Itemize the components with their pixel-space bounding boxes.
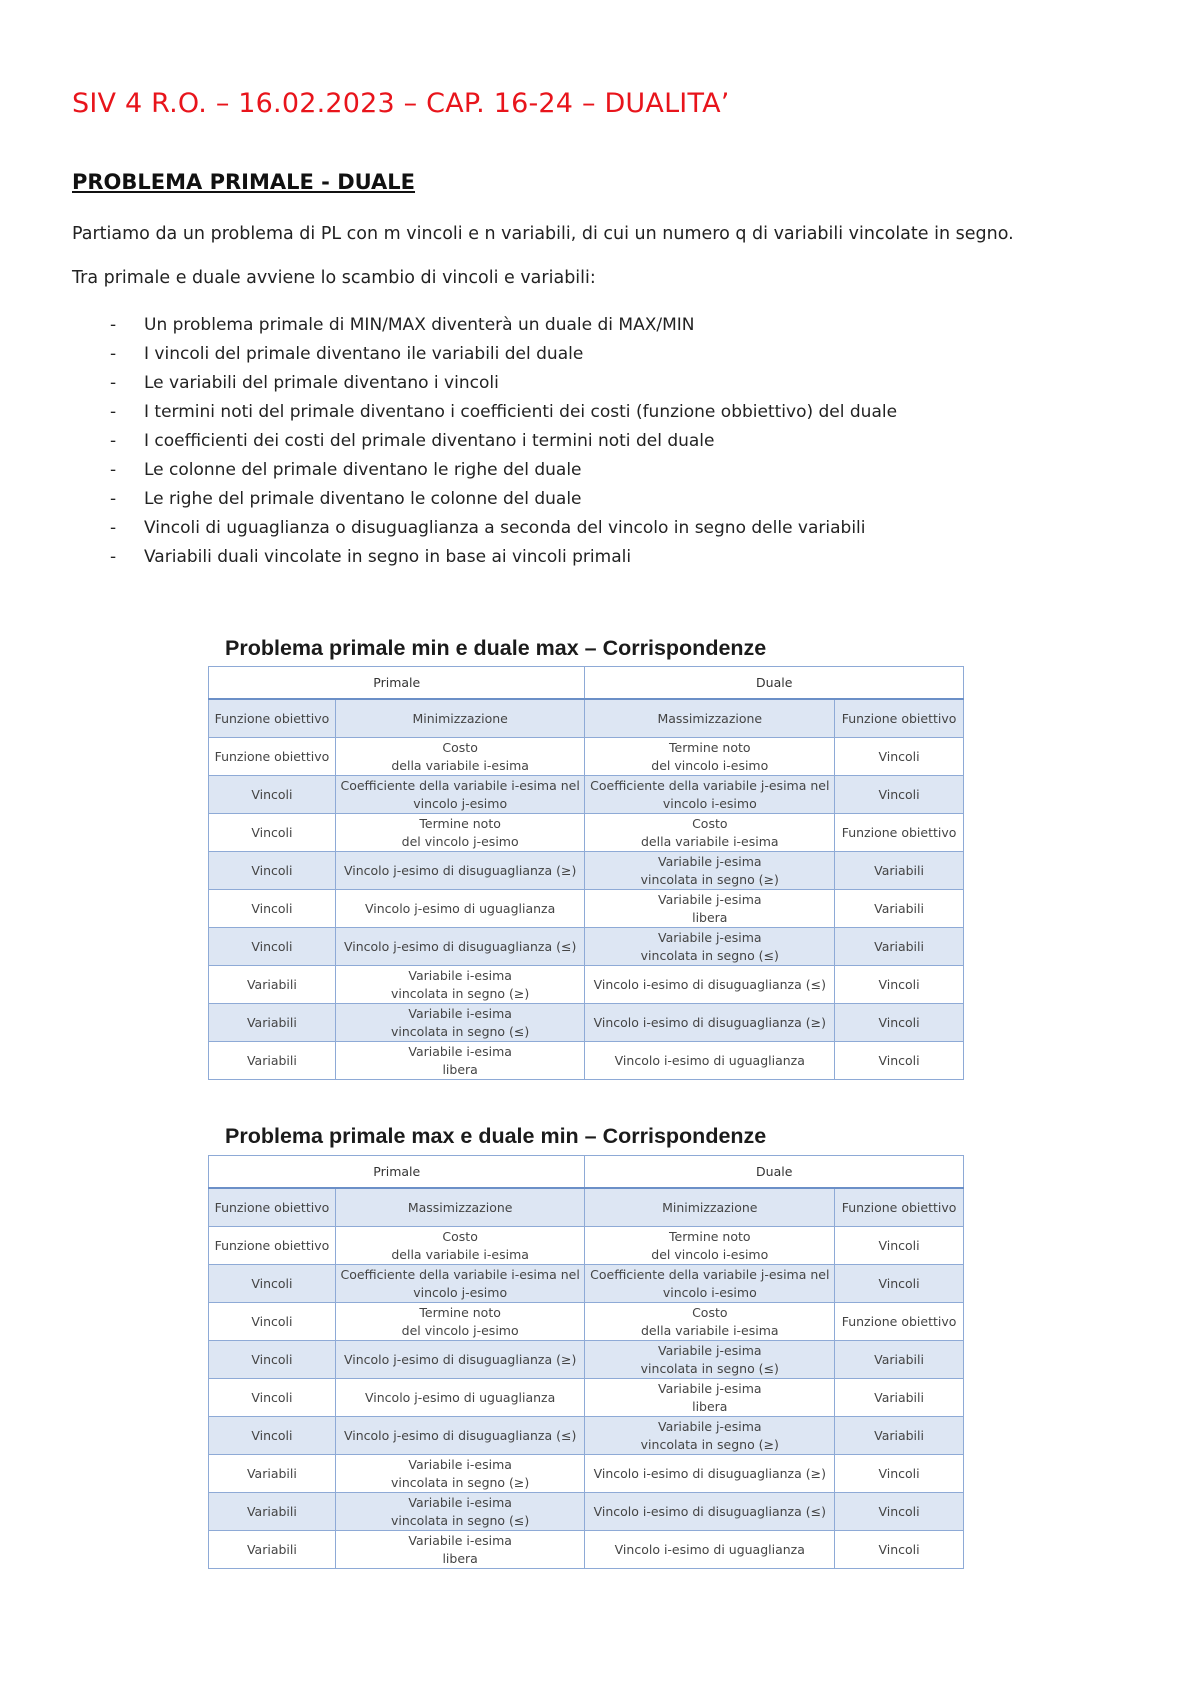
table-cell [209, 1303, 336, 1341]
cell-text: Variabili [874, 938, 924, 954]
table-cell [209, 1455, 336, 1493]
cell-text: Vincoli [878, 1014, 920, 1030]
cell-text: Termine noto [669, 739, 751, 755]
bullet-dash: - [110, 315, 117, 335]
cell-text: della variabile i-esima [391, 757, 529, 773]
cell-text: Variabili [246, 976, 297, 992]
cell-text: Funzione obiettivo [214, 1237, 330, 1253]
cell-text: della variabile i-esima [391, 1246, 529, 1262]
bullet-item [72, 369, 897, 398]
table-cell [585, 1004, 835, 1042]
cell-text: vincolata in segno (≤) [391, 1023, 530, 1039]
bullet-text: I coefficienti dei costi del primale diventano i termini noti del duale [144, 431, 715, 451]
bullet-item [72, 398, 897, 427]
table-cell [209, 928, 336, 966]
table-row [209, 1004, 964, 1042]
cell-text: Vincolo j-esimo di disuguaglianza (≥) [343, 1351, 577, 1367]
table-cell [209, 738, 336, 776]
bullet-dash: - [110, 431, 117, 451]
cell-text: Vincoli [878, 1465, 920, 1481]
table-cell [835, 1303, 964, 1341]
table-cell [835, 890, 964, 928]
exchange-paragraph: Tra primale e duale avviene lo scambio di vincoli e variabili: [72, 268, 596, 288]
cell-text: Vincoli [878, 1052, 920, 1068]
cell-text: Variabile i-esima [408, 1456, 512, 1472]
table-cell [585, 1379, 835, 1417]
table-cell [209, 1188, 336, 1227]
bullet-dash: - [110, 518, 117, 538]
cell-text: Variabile i-esima [408, 1043, 512, 1059]
table-cell [209, 1341, 336, 1379]
table-cell [209, 966, 336, 1004]
table-cell [335, 1265, 585, 1303]
table-cell [585, 1042, 835, 1080]
table-cell [335, 1303, 585, 1341]
cell-text: Vincoli [878, 976, 920, 992]
table-cell [335, 1341, 585, 1379]
cell-text: Variabili [874, 900, 924, 916]
cell-text: Funzione obiettivo [214, 748, 330, 764]
header-primale: Primale [209, 1156, 585, 1189]
table-cell [335, 1493, 585, 1531]
cell-text: Variabili [246, 1503, 297, 1519]
bullet-text: I termini noti del primale diventano i coefficienti dei costi (funzione obbiettivo) del duale [144, 402, 898, 422]
cell-text: Vincoli [251, 900, 293, 916]
bullet-dash: - [110, 344, 117, 364]
table-row [209, 1493, 964, 1531]
table-cell [585, 1455, 835, 1493]
table-cell [585, 738, 835, 776]
cell-text: Funzione obiettivo [214, 710, 330, 726]
table-cell [585, 814, 835, 852]
table-row [209, 1417, 964, 1455]
table-cell [335, 699, 585, 738]
table-cell [835, 1227, 964, 1265]
table-cell [335, 1042, 585, 1080]
table-cell [335, 776, 585, 814]
table-cell [335, 890, 585, 928]
table-cell [585, 1531, 835, 1569]
table-cell [835, 1341, 964, 1379]
cell-text: Variabili [246, 1014, 297, 1030]
table-cell [585, 1227, 835, 1265]
table-cell [335, 1531, 585, 1569]
table-cell [209, 852, 336, 890]
cell-text: Vincolo i-esimo di disuguaglianza (≤) [593, 1503, 826, 1519]
table-cell [335, 814, 585, 852]
cell-text: libera [442, 1061, 478, 1077]
cell-text: del vincolo j-esimo [401, 833, 519, 849]
table-cell [209, 890, 336, 928]
table-cell [335, 852, 585, 890]
cell-text: Variabili [874, 862, 924, 878]
table-row [209, 699, 964, 738]
cell-text: Vincolo i-esimo di uguaglianza [614, 1541, 805, 1557]
table-cell [335, 1227, 585, 1265]
bullet-item [72, 456, 897, 485]
cell-text: Vincoli [251, 1427, 293, 1443]
cell-text: Coefficiente della variabile i-esima nel [340, 1266, 580, 1282]
header-duale: Duale [585, 1156, 964, 1189]
cell-text: della variabile i-esima [641, 1322, 779, 1338]
table-row [209, 1341, 964, 1379]
table-cell [835, 1493, 964, 1531]
bullet-text: Vincoli di uguaglianza o disuguaglianza a seconda del vincolo in segno delle variabili [144, 518, 866, 538]
cell-text: Vincolo i-esimo di uguaglianza [614, 1052, 805, 1068]
table-cell [585, 1303, 835, 1341]
table-cell [835, 814, 964, 852]
table-cell [209, 1417, 336, 1455]
table-row [209, 1303, 964, 1341]
cell-text: Variabili [874, 1351, 924, 1367]
table-cell [209, 776, 336, 814]
cell-text: Vincolo j-esimo di uguaglianza [365, 1389, 556, 1405]
table-cell [335, 1455, 585, 1493]
table-cell [835, 776, 964, 814]
cell-text: libera [442, 1550, 478, 1566]
cell-text: Vincoli [251, 1275, 293, 1291]
cell-text: Funzione obiettivo [841, 824, 957, 840]
bullet-dash: - [110, 547, 117, 567]
bullet-item [72, 340, 897, 369]
table-cell [585, 1265, 835, 1303]
cell-text: Funzione obiettivo [841, 1199, 957, 1215]
table-cell [835, 1417, 964, 1455]
cell-text: Vincoli [251, 824, 293, 840]
table-cell [585, 776, 835, 814]
cell-text: Vincolo j-esimo di disuguaglianza (≥) [343, 862, 577, 878]
page-title: SIV 4 R.O. – 16.02.2023 – CAP. 16-24 – DUALITA’ [72, 88, 730, 119]
bullet-text: Un problema primale di MIN/MAX diventerà un duale di MAX/MIN [144, 315, 695, 335]
section-heading: PROBLEMA PRIMALE - DUALE [72, 170, 416, 194]
cell-text: Massimizzazione [407, 1199, 513, 1215]
cell-text: Variabile j-esima [658, 1380, 762, 1396]
cell-text: Variabile i-esima [408, 1532, 512, 1548]
table-cell [835, 699, 964, 738]
intro-paragraph: Partiamo da un problema di PL con m vincoli e n variabili, di cui un numero q di variabili vincolate in segno. [72, 224, 1014, 244]
cell-text: Minimizzazione [412, 710, 508, 726]
cell-text: Funzione obiettivo [841, 710, 957, 726]
bullet-item [72, 485, 897, 514]
cell-text: Vincoli [251, 786, 293, 802]
table-row [209, 1227, 964, 1265]
bullet-dash: - [110, 402, 117, 422]
table-header-row [209, 667, 964, 700]
table-cell [209, 1004, 336, 1042]
table-cell [335, 1188, 585, 1227]
cell-text: Vincoli [878, 1541, 920, 1557]
cell-text: Massimizzazione [657, 710, 763, 726]
cell-text: della variabile i-esima [641, 833, 779, 849]
cell-text: vincolo j-esimo [413, 795, 508, 811]
bullet-dash: - [110, 489, 117, 509]
table-cell [209, 699, 336, 738]
table-cell [209, 1493, 336, 1531]
table-row [209, 966, 964, 1004]
table-cell [835, 1004, 964, 1042]
cell-text: Funzione obiettivo [841, 1313, 957, 1329]
cell-text: Variabili [874, 1389, 924, 1405]
cell-text: Vincoli [878, 1275, 920, 1291]
table-row [209, 1531, 964, 1569]
correspondence-table-max-min [208, 1155, 964, 1569]
cell-text: Vincoli [251, 1389, 293, 1405]
header-duale: Duale [585, 667, 964, 700]
cell-text: Variabile i-esima [408, 967, 512, 983]
table-header-row [209, 1156, 964, 1189]
cell-text: Costo [692, 815, 728, 831]
table-cell [835, 1379, 964, 1417]
header-primale: Primale [209, 667, 585, 700]
table-cell [835, 966, 964, 1004]
cell-text: Variabile i-esima [408, 1494, 512, 1510]
cell-text: Vincoli [251, 1313, 293, 1329]
table-cell [335, 966, 585, 1004]
cell-text: del vincolo i-esimo [651, 757, 769, 773]
cell-text: Vincoli [878, 1237, 920, 1253]
table-cell [585, 890, 835, 928]
cell-text: Vincoli [251, 862, 293, 878]
cell-text: Minimizzazione [662, 1199, 758, 1215]
table-cell [209, 1379, 336, 1417]
table-cell [209, 1531, 336, 1569]
cell-text: Vincolo j-esimo di disuguaglianza (≤) [343, 1427, 577, 1443]
cell-text: Variabili [246, 1465, 297, 1481]
table-row [209, 1379, 964, 1417]
cell-text: Coefficiente della variabile j-esima nel [590, 1266, 830, 1282]
table-cell [585, 966, 835, 1004]
bullet-text: Le righe del primale diventano le colonne del duale [144, 489, 582, 509]
bullet-item [72, 311, 897, 340]
table-row [209, 890, 964, 928]
table-cell [209, 1265, 336, 1303]
cell-text: Termine noto [669, 1228, 751, 1244]
cell-text: vincolo i-esimo [662, 1284, 757, 1300]
cell-text: Vincolo i-esimo di disuguaglianza (≥) [593, 1465, 826, 1481]
cell-text: libera [692, 909, 728, 925]
table-cell [835, 928, 964, 966]
table-row [209, 1265, 964, 1303]
bullet-text: Le variabili del primale diventano i vincoli [144, 373, 499, 393]
cell-text: del vincolo j-esimo [401, 1322, 519, 1338]
bullet-dash: - [110, 460, 117, 480]
cell-text: Variabile j-esima [658, 1342, 762, 1358]
table-row [209, 1188, 964, 1227]
cell-text: Variabili [246, 1052, 297, 1068]
table-cell [835, 852, 964, 890]
cell-text: Variabili [874, 1427, 924, 1443]
table-row [209, 852, 964, 890]
table-cell [209, 1042, 336, 1080]
table-cell [835, 1265, 964, 1303]
table-cell [585, 699, 835, 738]
bullet-item [72, 514, 897, 543]
cell-text: vincolata in segno (≤) [640, 1360, 779, 1376]
bullet-item [72, 427, 897, 456]
table-cell [335, 1004, 585, 1042]
cell-text: Costo [442, 739, 478, 755]
cell-text: Vincolo i-esimo di disuguaglianza (≥) [593, 1014, 826, 1030]
table-row [209, 738, 964, 776]
bullet-list [72, 311, 897, 572]
table-cell [835, 1042, 964, 1080]
cell-text: Termine noto [419, 815, 501, 831]
table-cell [835, 1531, 964, 1569]
bullet-text: Variabili duali vincolate in segno in base ai vincoli primali [144, 547, 632, 567]
cell-text: Vincoli [878, 786, 920, 802]
table-cell [585, 928, 835, 966]
cell-text: Costo [692, 1304, 728, 1320]
cell-text: Vincoli [251, 938, 293, 954]
table-cell [585, 1341, 835, 1379]
table-cell [585, 1493, 835, 1531]
table-cell [335, 1417, 585, 1455]
bullet-text: I vincoli del primale diventano ile variabili del duale [144, 344, 584, 364]
cell-text: Vincoli [878, 1503, 920, 1519]
cell-text: vincolata in segno (≤) [391, 1512, 530, 1528]
table-row [209, 928, 964, 966]
cell-text: Funzione obiettivo [214, 1199, 330, 1215]
cell-text: Variabile j-esima [658, 1418, 762, 1434]
cell-text: vincolo i-esimo [662, 795, 757, 811]
table-cell [585, 1188, 835, 1227]
cell-text: Vincoli [251, 1351, 293, 1367]
table-cell [835, 738, 964, 776]
cell-text: vincolata in segno (≤) [640, 947, 779, 963]
cell-text: Costo [442, 1228, 478, 1244]
cell-text: Vincolo j-esimo di uguaglianza [365, 900, 556, 916]
cell-text: Vincoli [878, 748, 920, 764]
table-cell [335, 928, 585, 966]
cell-text: vincolata in segno (≥) [640, 1436, 779, 1452]
table-cell [585, 1417, 835, 1455]
table-cell [335, 1379, 585, 1417]
cell-text: Variabile j-esima [658, 891, 762, 907]
cell-text: vincolata in segno (≥) [391, 1474, 530, 1490]
table-cell [209, 1227, 336, 1265]
cell-text: Variabile j-esima [658, 853, 762, 869]
cell-text: Variabile j-esima [658, 929, 762, 945]
cell-text: del vincolo i-esimo [651, 1246, 769, 1262]
cell-text: Termine noto [419, 1304, 501, 1320]
table-row [209, 1455, 964, 1493]
correspondence-table-min-max [208, 666, 964, 1080]
cell-text: Variabili [246, 1541, 297, 1557]
cell-text: Vincolo j-esimo di disuguaglianza (≤) [343, 938, 577, 954]
table-row [209, 1042, 964, 1080]
table-cell [835, 1188, 964, 1227]
cell-text: Coefficiente della variabile j-esima nel [590, 777, 830, 793]
cell-text: Variabile i-esima [408, 1005, 512, 1021]
table-row [209, 776, 964, 814]
table-cell [835, 1455, 964, 1493]
table-cell [585, 852, 835, 890]
table-cell [335, 738, 585, 776]
cell-text: Vincolo i-esimo di disuguaglianza (≤) [593, 976, 826, 992]
table-title-max-min: Problema primale max e duale min – Corrispondenze [225, 1124, 767, 1148]
bullet-text: Le colonne del primale diventano le righe del duale [144, 460, 582, 480]
bullet-item [72, 543, 897, 572]
table-row [209, 814, 964, 852]
table-title-min-max: Problema primale min e duale max – Corrispondenze [225, 636, 767, 660]
cell-text: vincolata in segno (≥) [640, 871, 779, 887]
cell-text: libera [692, 1398, 728, 1414]
table-cell [209, 814, 336, 852]
cell-text: vincolata in segno (≥) [391, 985, 530, 1001]
cell-text: vincolo j-esimo [413, 1284, 508, 1300]
bullet-dash: - [110, 373, 117, 393]
cell-text: Coefficiente della variabile i-esima nel [340, 777, 580, 793]
